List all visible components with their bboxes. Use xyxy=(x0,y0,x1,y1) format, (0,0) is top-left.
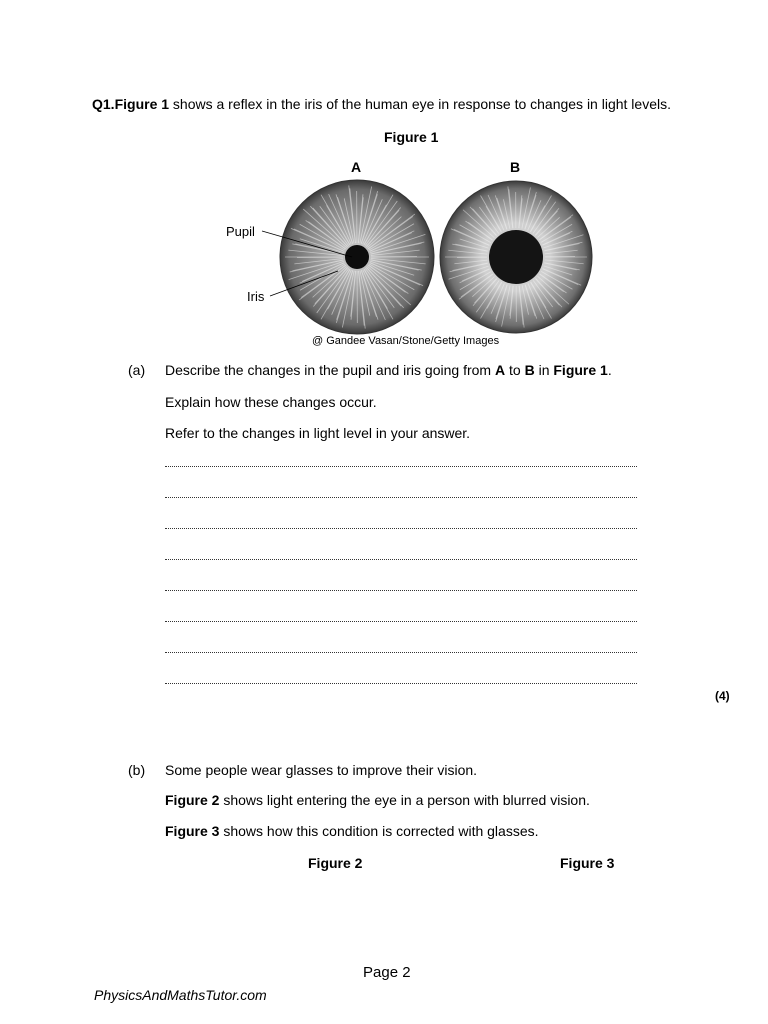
eye-b-pupil xyxy=(489,230,543,284)
figure3-title: Figure 3 xyxy=(560,855,615,871)
part-b-figure3-ref: Figure 3 xyxy=(165,823,220,839)
part-a-ref-b: B xyxy=(524,362,535,378)
footer-site: PhysicsAndMathsTutor.com xyxy=(94,987,267,1003)
eye-a xyxy=(280,180,434,334)
part-a-to: to xyxy=(505,362,525,378)
part-b-figure2-ref: Figure 2 xyxy=(165,792,220,808)
part-a-figure-ref: Figure 1 xyxy=(553,362,608,378)
part-b-line1: Some people wear glasses to improve their vision. xyxy=(165,762,478,778)
answer-line-5[interactable] xyxy=(165,590,637,591)
answer-line-1[interactable] xyxy=(165,466,637,467)
pupil-label: Pupil xyxy=(226,224,255,239)
part-a-line2: Explain how these changes occur. xyxy=(165,394,377,410)
figure1-title: Figure 1 xyxy=(384,129,439,145)
answer-line-6[interactable] xyxy=(165,621,637,622)
question-intro xyxy=(92,96,671,112)
answer-line-8[interactable] xyxy=(165,683,637,684)
part-a-marks: (4) xyxy=(715,689,730,703)
eye-a-pupil xyxy=(345,245,369,269)
iris-label: Iris xyxy=(247,289,265,304)
part-a-line3: Refer to the changes in light level in your answer. xyxy=(165,425,471,441)
part-a-line1 xyxy=(165,362,612,378)
figure1-credit: @ Gandee Vasan/Stone/Getty Images xyxy=(312,335,500,347)
page-number: Page 2 xyxy=(363,964,411,981)
eye-b-label: B xyxy=(510,159,521,175)
part-a-ref-a: A xyxy=(494,362,506,378)
figure1-eyes-image xyxy=(220,178,600,336)
part-b-label: (b) xyxy=(128,762,146,778)
part-a-label: (a) xyxy=(128,362,146,378)
part-a-end: . xyxy=(607,362,612,378)
part-b-line2 xyxy=(165,792,590,808)
eye-b xyxy=(440,181,592,333)
question-number: Q1. xyxy=(92,96,115,112)
figure2-title: Figure 2 xyxy=(308,855,363,871)
part-a-in: in xyxy=(534,362,554,378)
part-b-line2-text: shows light entering the eye in a person with blurred vision. xyxy=(219,792,590,808)
part-b-line3-text: shows how this condition is corrected with glasses. xyxy=(219,823,539,839)
answer-line-3[interactable] xyxy=(165,528,637,529)
answer-line-4[interactable] xyxy=(165,559,637,560)
answer-line-2[interactable] xyxy=(165,497,637,498)
answer-line-7[interactable] xyxy=(165,652,637,653)
part-b-line3 xyxy=(165,823,539,839)
eye-a-label: A xyxy=(351,159,362,175)
question-intro-text: shows a reflex in the iris of the human eye in response to changes in light levels. xyxy=(169,96,671,112)
part-a-line1-text: Describe the changes in the pupil and iris going from xyxy=(165,362,495,378)
question-figure-ref: Figure 1 xyxy=(114,96,170,112)
